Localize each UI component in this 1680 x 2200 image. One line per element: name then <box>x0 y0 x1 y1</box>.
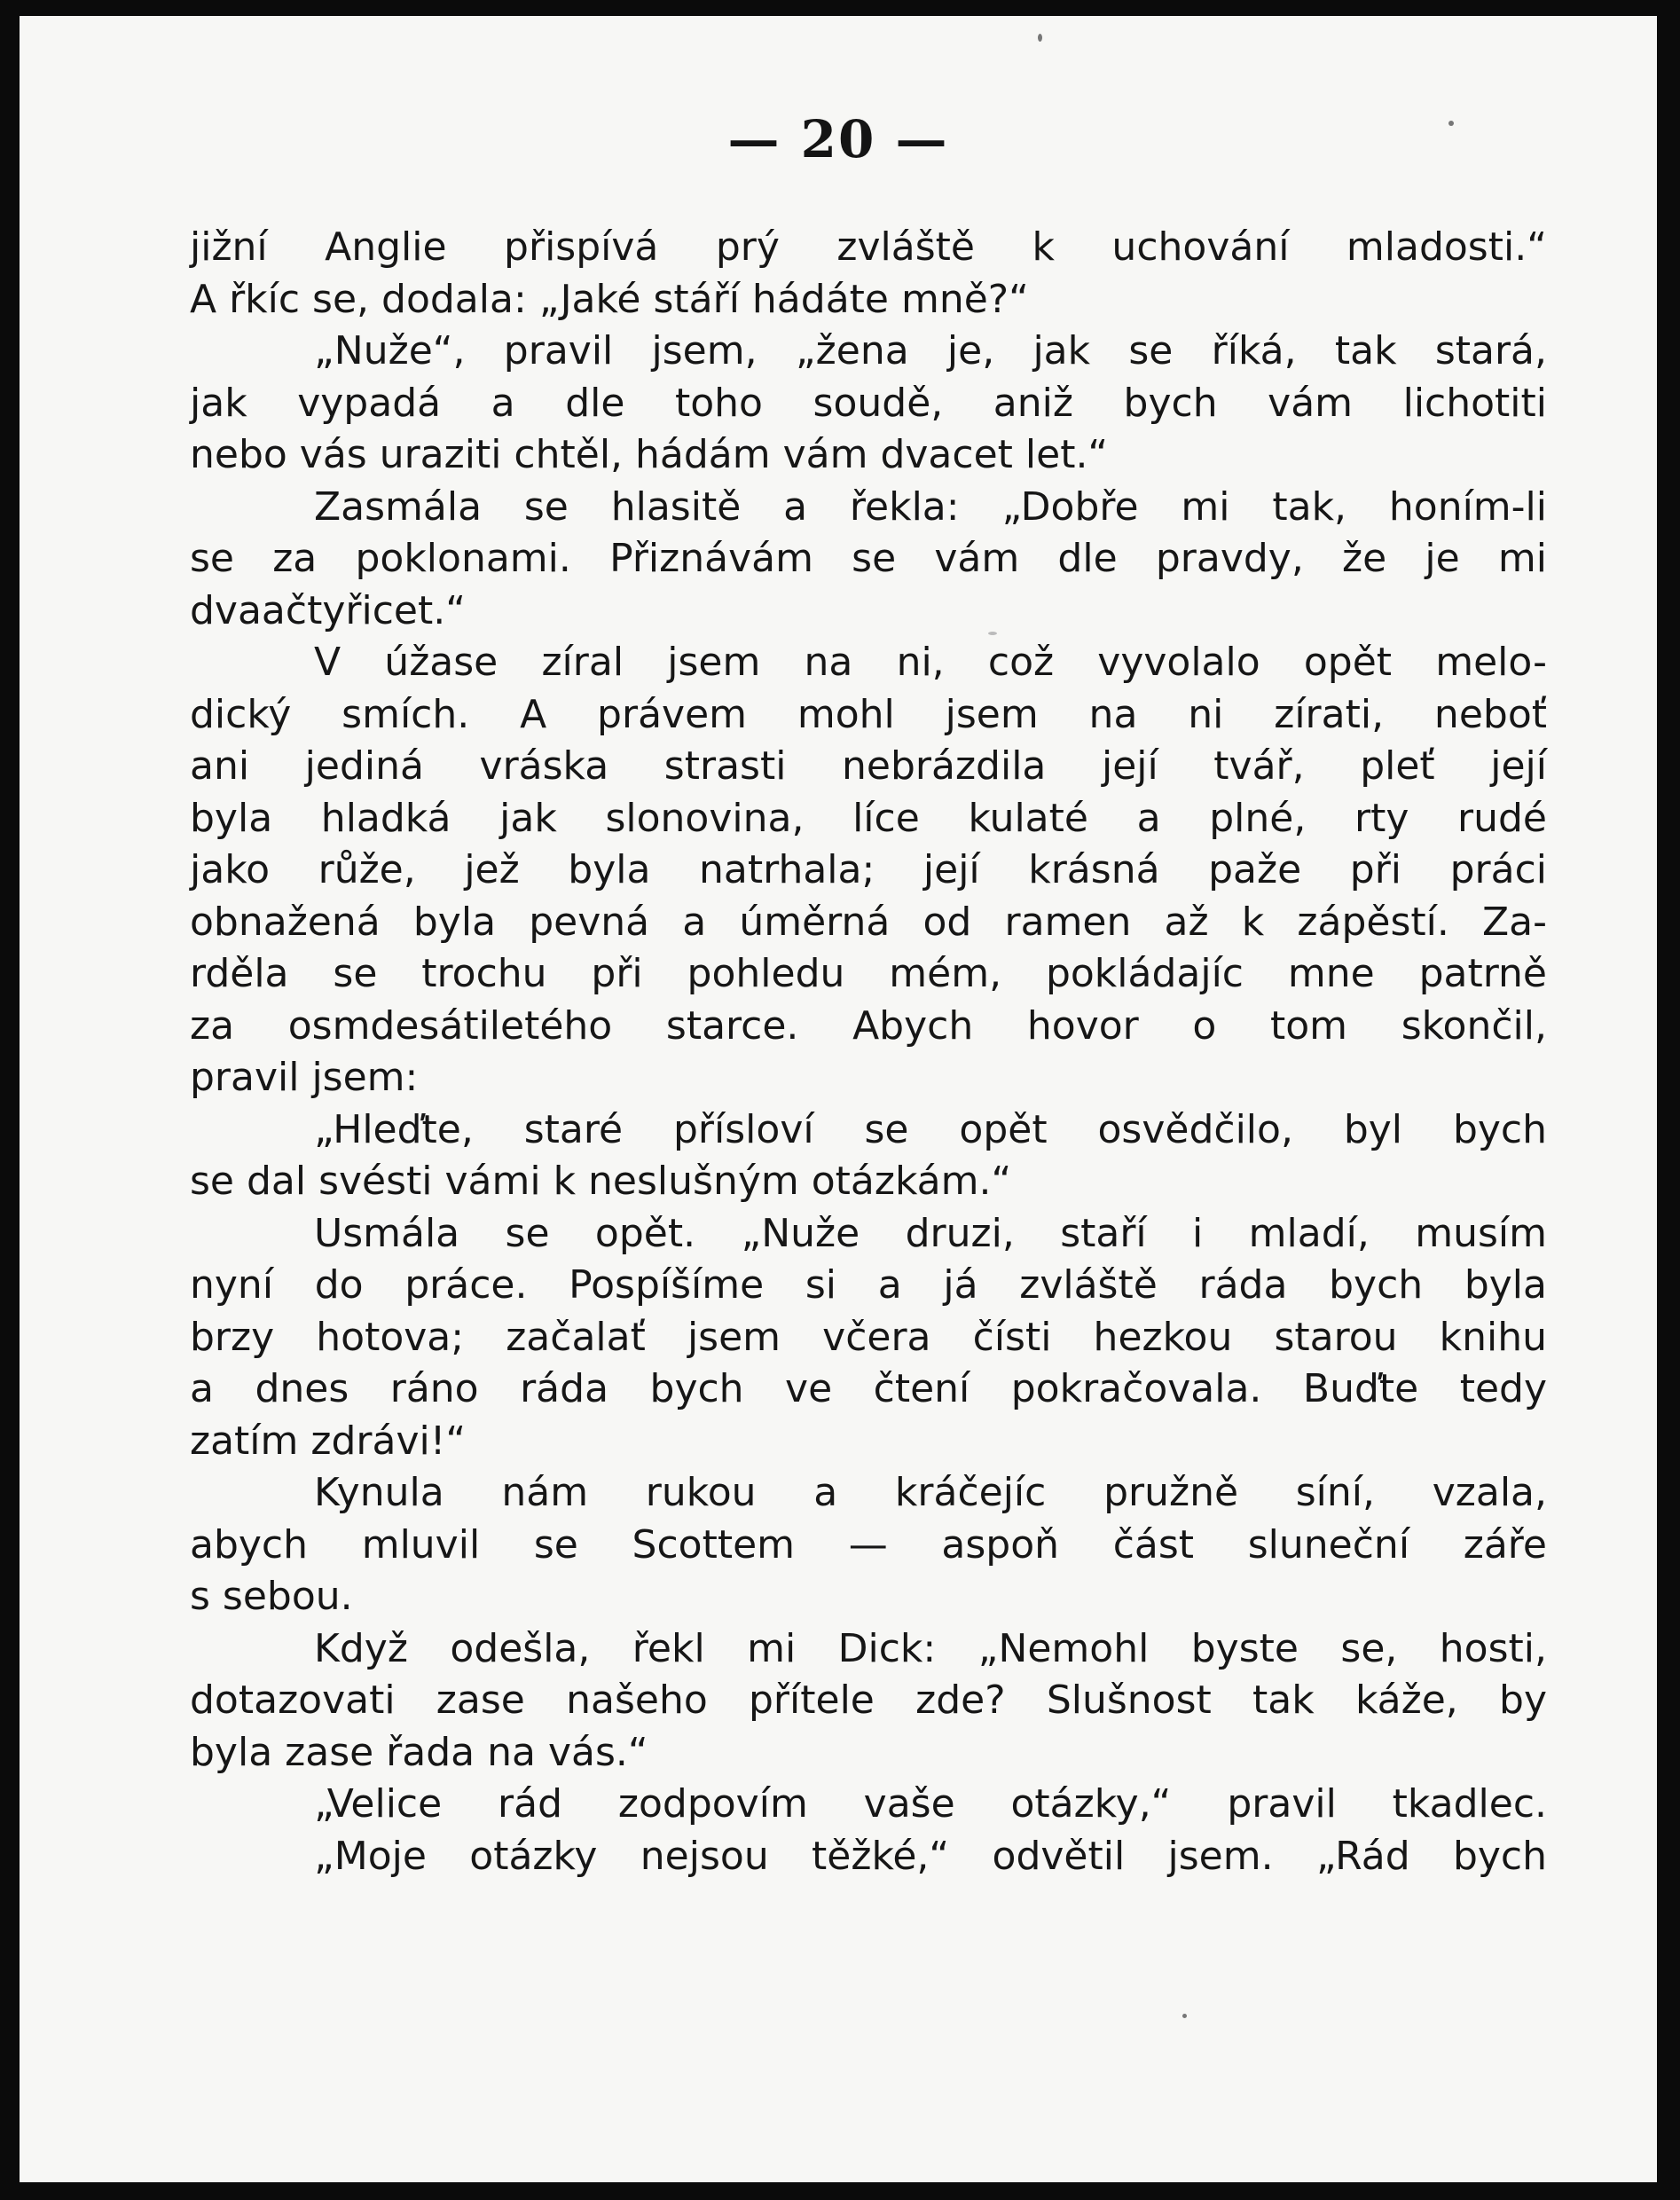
page-number: — 20 — <box>727 109 949 169</box>
text-line: brzy hotova; začalať jsem včera čísti hezkou starou knihu <box>190 1314 1547 1360</box>
body-text <box>190 222 1547 1882</box>
text-line: jako růže, jež byla natrhala; její krásná paže při práci <box>190 847 1547 892</box>
text-line: „Hleďte, staré přísloví se opět osvědčilo, byl bych <box>314 1106 1547 1152</box>
text-line: Usmála se opět. „Nuže druzi, staří i mladí, musím <box>314 1210 1547 1256</box>
text-line: Když odešla, řekl mi Dick: „Nemohl byste se, hosti, <box>314 1625 1547 1671</box>
text-line: V úžase zíral jsem na ni, což vyvolalo opět melo- <box>314 640 1547 685</box>
text-line: se dal svésti vámi k neslušným otázkám.“ <box>190 1159 1012 1204</box>
paper-speck <box>1182 2014 1187 2018</box>
text-line: byla zase řada na vás.“ <box>190 1729 648 1775</box>
text-line: dotazovati zase našeho přítele zde? Slušnost tak káže, by <box>190 1678 1547 1723</box>
paper-speck <box>1448 121 1454 126</box>
text-line: a dnes ráno ráda bych ve čtení pokračovala. Buďte tedy <box>190 1366 1547 1411</box>
text-line: „Velice rád zodpovím vaše otázky,“ pravil tkadlec. <box>314 1781 1547 1827</box>
text-line: nebo vás uraziti chtěl, hádám vám dvacet let.“ <box>190 432 1109 477</box>
text-line: „Nuže“, pravil jsem, „žena je, jak se říká, tak stará, <box>314 328 1547 373</box>
text-line: nyní do práce. Pospíšíme si a já zvláště ráda bych byla <box>190 1262 1547 1308</box>
book-page <box>20 16 1657 2182</box>
text-line: obnažená byla pevná a úměrná od ramen až k zápěstí. Za- <box>190 899 1547 945</box>
text-line: za osmdesátiletého starce. Abych hovor o tom skončil, <box>190 1002 1547 1049</box>
text-line: se za poklonami. Přiznávám se vám dle pravdy, že je mi <box>190 536 1547 581</box>
text-line: ani jediná vráska strasti nebrázdila její tvář, pleť její <box>190 743 1547 789</box>
text-line: pravil jsem: <box>190 1055 419 1100</box>
text-line: zatím zdrávi!“ <box>190 1418 467 1464</box>
text-line: abych mluvil se Scottem — aspoň část sluneční záře <box>190 1521 1547 1568</box>
text-line: rděla se trochu při pohledu mém, pokládajíc mne patrně <box>190 951 1547 996</box>
text-line: Kynula nám rukou a kráčejíc pružně síní, vzala, <box>314 1470 1547 1515</box>
text-line: jižní Anglie přispívá prý zvláště k uchování mladosti.“ <box>190 224 1547 270</box>
paper-speck <box>988 632 997 635</box>
text-line: byla hladká jak slonovina, líce kulaté a plné, rty rudé <box>190 795 1547 841</box>
text-line: A řkíc se, dodala: „Jaké stáří hádáte mně?“ <box>190 276 1029 322</box>
text-line: „Moje otázky nejsou těžké,“ odvětil jsem. „Rád bych <box>314 1833 1547 1879</box>
text-line: s sebou. <box>190 1574 353 1619</box>
text-line: jak vypadá a dle toho soudě, aniž bych vám lichotiti <box>190 380 1547 426</box>
text-line: dvaačtyřicet.“ <box>190 587 466 633</box>
paper-speck <box>1038 34 1042 42</box>
text-line: Zasmála se hlasitě a řekla: „Dobře mi tak, honím-li <box>314 483 1547 530</box>
text-line: dický smích. A právem mohl jsem na ni zírati, neboť <box>190 691 1547 737</box>
